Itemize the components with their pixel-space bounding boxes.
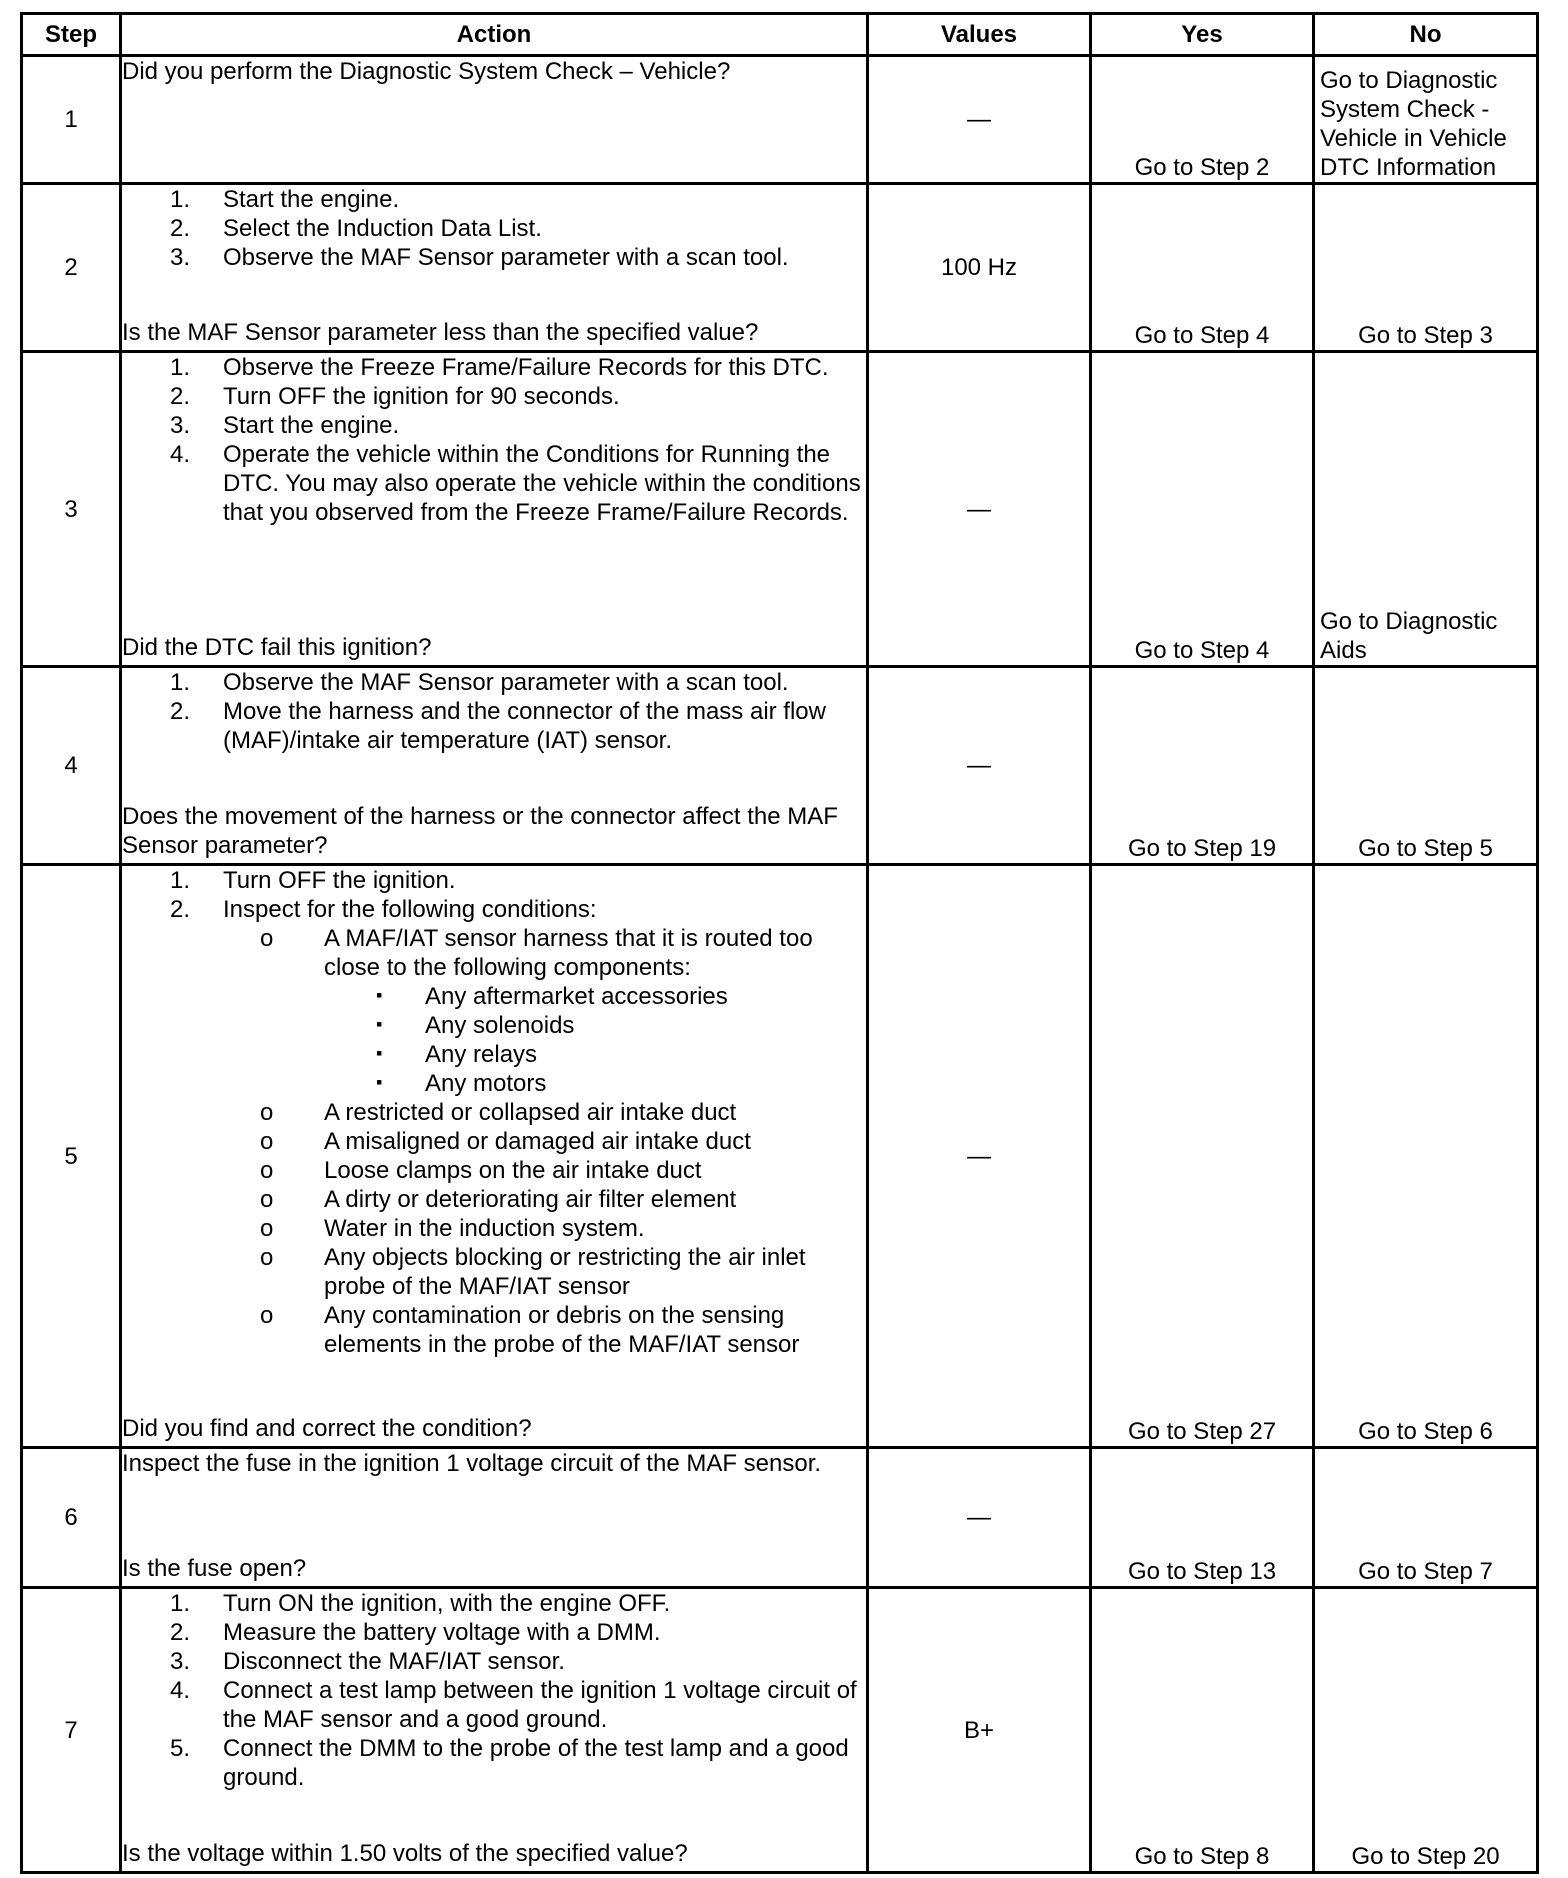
action-cell [121, 865, 868, 1448]
step-question: Is the voltage within 1.50 volts of the specified value? [122, 1840, 688, 1867]
square-bullet-icon: ▪ [376, 1072, 383, 1092]
header-values: Values [868, 14, 1091, 56]
list-item: 2. Inspect for the following conditions: o A MAF/IAT sensor harness that it is routed too close to the following components: ▪ Any aftermarket accessories ▪ Any solenoids ▪ Any relays ▪ Any motors o A restricted or collapsed air intake duct o A misaligned or damaged air intake duct o Loose clamps on the air intake duct o A dirty or deteriorating air filter element o Water in the induction system. o Any objects blocking or restricting the air inlet probe of the MAF/IAT sensor o Any contamination or debris on the sensing elements in the probe of the MAF/IAT sensor [122, 895, 866, 1359]
value-cell: — [868, 1448, 1091, 1588]
square-bullet-icon: ▪ [376, 1043, 383, 1063]
action-text: Inspect the fuse in the ignition 1 voltage circuit of the MAF sensor. [122, 1450, 822, 1477]
circle-bullet-icon: o [260, 925, 274, 952]
component-item: ▪ Any aftermarket accessories [376, 983, 728, 1010]
step-question: Did you find and correct the condition? [122, 1415, 532, 1442]
value-cell: — [868, 667, 1091, 865]
step-question: Did the DTC fail this ignition? [122, 634, 432, 661]
action-cell [121, 184, 868, 352]
condition-item: o Any contamination or debris on the sensing elements in the probe of the MAF/IAT sensor [260, 1302, 800, 1358]
square-bullet-icon: ▪ [376, 985, 383, 1005]
action-cell [121, 1448, 868, 1588]
table-row [22, 865, 1538, 1448]
step-number: 4 [22, 667, 121, 865]
yes-cell: Go to Step 27 [1091, 865, 1314, 1448]
component-item: ▪ Any solenoids [376, 1012, 575, 1039]
list-item: 1. Observe the MAF Sensor parameter with a scan tool. [170, 669, 789, 696]
step-question: Does the movement of the harness or the connector affect the MAF Sensor parameter? [122, 803, 838, 859]
yes-cell: Go to Step 4 [1091, 184, 1314, 352]
condition-item: o A restricted or collapsed air intake duct [260, 1099, 737, 1126]
square-bullet-icon: ▪ [376, 1014, 383, 1034]
condition-item: o Any objects blocking or restricting the air inlet probe of the MAF/IAT sensor [260, 1244, 806, 1300]
list-item: 2. Measure the battery voltage with a DMM. [170, 1619, 661, 1646]
no-cell: Go to Diagnostic Aids [1314, 352, 1538, 667]
value-cell: B+ [868, 1588, 1091, 1873]
list-item: 2. Select the Induction Data List. [170, 215, 542, 242]
list-item: 4. Operate the vehicle within the Conditions for Running the DTC. You may also operate the vehicle within the conditions that you observed from the Freeze Frame/Failure Records. [170, 441, 861, 526]
circle-bullet-icon: o [260, 1302, 274, 1329]
no-cell: Go to Step 7 [1314, 1448, 1538, 1588]
step-number: 3 [22, 352, 121, 667]
value-cell: — [868, 865, 1091, 1448]
circle-bullet-icon: o [260, 1099, 274, 1126]
yes-cell: Go to Step 2 [1091, 56, 1314, 184]
yes-cell: Go to Step 8 [1091, 1588, 1314, 1873]
no-cell: Go to Diagnostic System Check - Vehicle in Vehicle DTC Information [1314, 56, 1538, 184]
numbered-list [122, 353, 866, 527]
header-action: Action [121, 14, 868, 56]
condition-item: o A misaligned or damaged air intake duct [260, 1128, 751, 1155]
list-item: 1. Turn ON the ignition, with the engine OFF. [170, 1590, 671, 1617]
header-no: No [1314, 14, 1538, 56]
action-cell [121, 56, 868, 184]
step-question: Is the fuse open? [122, 1555, 307, 1582]
component-list [324, 982, 866, 1098]
condition-item: o Water in the induction system. [260, 1215, 645, 1242]
table-row [22, 184, 1538, 352]
action-cell [121, 352, 868, 667]
action-cell [121, 667, 868, 865]
table-row [22, 1448, 1538, 1588]
no-cell: Go to Step 20 [1314, 1588, 1538, 1873]
numbered-list [122, 1589, 866, 1792]
condition-item: o A dirty or deteriorating air filter element [260, 1186, 737, 1213]
table-row [22, 667, 1538, 865]
header-yes: Yes [1091, 14, 1314, 56]
condition-item: o A MAF/IAT sensor harness that it is routed too close to the following components: ▪ Any aftermarket accessories ▪ Any solenoids ▪ Any relays ▪ Any motors [223, 924, 866, 1098]
value-cell: 100 Hz [868, 184, 1091, 352]
table-row [22, 56, 1538, 184]
action-cell [121, 1588, 868, 1873]
component-item: ▪ Any relays [376, 1041, 538, 1068]
list-item: 3. Disconnect the MAF/IAT sensor. [170, 1648, 565, 1675]
component-item: ▪ Any motors [376, 1070, 547, 1097]
circle-bullet-icon: o [260, 1215, 274, 1242]
list-item: 1. Start the engine. [170, 186, 400, 213]
yes-cell: Go to Step 19 [1091, 667, 1314, 865]
circle-bullet-icon: o [260, 1157, 274, 1184]
list-item: 5. Connect the DMM to the probe of the test lamp and a good ground. [170, 1735, 849, 1791]
header-row [22, 14, 1538, 56]
value-cell: — [868, 56, 1091, 184]
condition-item: o Loose clamps on the air intake duct [260, 1157, 702, 1184]
no-cell: Go to Step 3 [1314, 184, 1538, 352]
circle-bullet-icon: o [260, 1244, 274, 1271]
header-step: Step [22, 14, 121, 56]
list-item: 2. Turn OFF the ignition for 90 seconds. [170, 383, 620, 410]
table-row [22, 352, 1538, 667]
step-number: 2 [22, 184, 121, 352]
step-number: 1 [22, 56, 121, 184]
table-row [22, 1588, 1538, 1873]
step-number: 6 [22, 1448, 121, 1588]
list-item: 4. Connect a test lamp between the ignition 1 voltage circuit of the MAF sensor and a good ground. [170, 1677, 857, 1733]
no-cell: Go to Step 5 [1314, 667, 1538, 865]
list-item: 1. Turn OFF the ignition. [170, 867, 456, 894]
step-number: 7 [22, 1588, 121, 1873]
condition-list [223, 924, 866, 1359]
numbered-list [122, 668, 866, 755]
diagnostic-table [20, 12, 1539, 1874]
list-item: 2. Move the harness and the connector of the mass air flow (MAF)/intake air temperature (IAT) sensor. [170, 698, 826, 754]
list-item: 1. Observe the Freeze Frame/Failure Records for this DTC. [170, 354, 829, 381]
yes-cell: Go to Step 13 [1091, 1448, 1314, 1588]
numbered-list [122, 185, 866, 272]
no-cell: Go to Step 6 [1314, 865, 1538, 1448]
action-text: Did you perform the Diagnostic System Check – Vehicle? [122, 58, 731, 85]
numbered-list [122, 866, 866, 1359]
circle-bullet-icon: o [260, 1128, 274, 1155]
value-cell: — [868, 352, 1091, 667]
step-number: 5 [22, 865, 121, 1448]
yes-cell: Go to Step 4 [1091, 352, 1314, 667]
list-item: 3. Observe the MAF Sensor parameter with a scan tool. [170, 244, 789, 271]
circle-bullet-icon: o [260, 1186, 274, 1213]
list-item: 3. Start the engine. [170, 412, 400, 439]
step-question: Is the MAF Sensor parameter less than the specified value? [122, 319, 759, 346]
